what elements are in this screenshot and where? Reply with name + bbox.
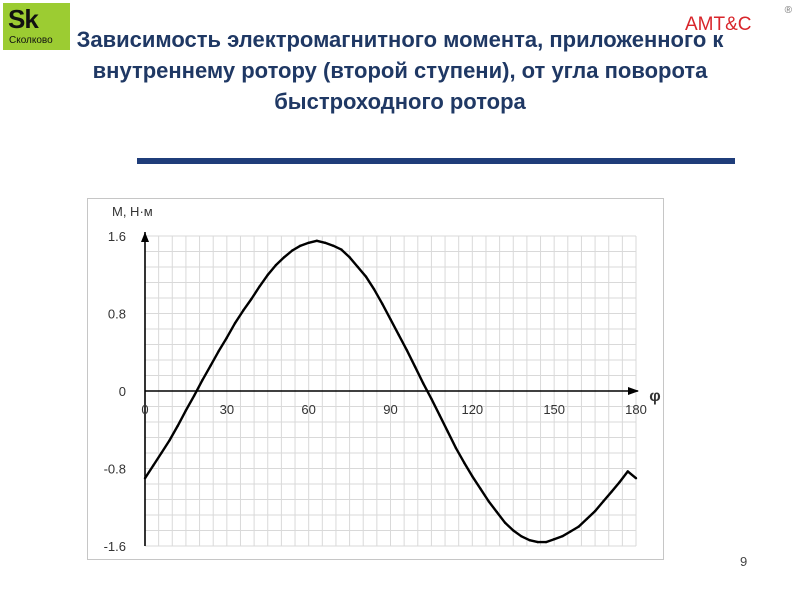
slide-title: Зависимость электромагнитного момента, приложенного к внутреннему ротору (второй ступени), от угла поворота быстроходного ротора bbox=[76, 27, 724, 114]
data-point bbox=[250, 298, 252, 300]
data-point bbox=[496, 511, 498, 513]
data-point bbox=[553, 538, 555, 540]
skolkovo-logo-mark: Sk bbox=[8, 4, 38, 34]
data-point bbox=[561, 535, 563, 537]
data-point bbox=[283, 256, 285, 258]
data-point bbox=[578, 525, 580, 527]
data-point bbox=[610, 491, 612, 493]
data-point bbox=[635, 477, 637, 479]
y-tick-label: -1.6 bbox=[103, 539, 126, 554]
data-point bbox=[275, 264, 277, 266]
data-point bbox=[267, 274, 269, 276]
data-point bbox=[234, 322, 236, 324]
x-tick-label: 0 bbox=[141, 402, 149, 417]
y-tick-label: 0.8 bbox=[107, 306, 126, 322]
data-point bbox=[177, 425, 179, 427]
line-chart bbox=[88, 199, 665, 561]
data-point bbox=[242, 309, 244, 311]
data-point bbox=[258, 285, 260, 287]
data-point bbox=[152, 464, 154, 466]
data-point bbox=[144, 477, 146, 479]
x-tick-label: 90 bbox=[383, 402, 398, 417]
data-point bbox=[348, 256, 350, 258]
title-divider bbox=[137, 158, 735, 164]
data-point bbox=[332, 245, 334, 247]
data-point bbox=[398, 334, 400, 336]
x-tick-label: 30 bbox=[219, 402, 235, 417]
data-point bbox=[594, 510, 596, 512]
data-point bbox=[479, 488, 481, 490]
chart-frame bbox=[87, 198, 664, 560]
y-tick-label: -0.8 bbox=[103, 461, 126, 477]
skolkovo-logo-word: Сколково bbox=[9, 35, 53, 46]
data-point bbox=[316, 240, 318, 242]
data-point bbox=[357, 266, 359, 268]
data-point bbox=[160, 452, 162, 454]
labels-layer bbox=[104, 204, 661, 554]
registered-mark: ® bbox=[784, 5, 792, 16]
data-point bbox=[528, 539, 530, 541]
data-point bbox=[217, 350, 219, 352]
data-point bbox=[226, 337, 228, 339]
data-point bbox=[504, 522, 506, 524]
y-axis-arrow bbox=[141, 232, 149, 242]
x-axis-title: φ bbox=[649, 388, 661, 405]
data-point bbox=[569, 530, 571, 532]
data-point bbox=[201, 379, 203, 381]
data-point bbox=[209, 365, 211, 367]
data-point bbox=[537, 541, 539, 543]
data-point bbox=[512, 529, 514, 531]
data-point bbox=[299, 245, 301, 247]
y-tick-label: 0 bbox=[118, 384, 126, 399]
data-point bbox=[471, 475, 473, 477]
amtc-logo-text: АМТ&С bbox=[685, 14, 752, 35]
data-point bbox=[308, 242, 310, 244]
data-point bbox=[381, 303, 383, 305]
data-point bbox=[463, 462, 465, 464]
data-point bbox=[586, 518, 588, 520]
data-point bbox=[447, 431, 449, 433]
data-point bbox=[627, 470, 629, 472]
data-point bbox=[430, 398, 432, 400]
x-tick-label: 120 bbox=[461, 402, 484, 417]
data-point bbox=[488, 500, 490, 502]
data-point bbox=[373, 288, 375, 290]
page-number: 9 bbox=[740, 554, 748, 569]
data-point bbox=[438, 414, 440, 416]
data-point bbox=[455, 447, 457, 449]
data-point bbox=[185, 409, 187, 411]
data-point bbox=[602, 500, 604, 502]
data-point bbox=[422, 382, 424, 384]
data-point bbox=[414, 366, 416, 368]
y-axis-title: M, Н·м bbox=[112, 204, 153, 219]
data-point bbox=[618, 481, 620, 483]
data-point bbox=[324, 242, 326, 244]
data-point bbox=[168, 439, 170, 441]
data-point bbox=[193, 395, 195, 397]
x-tick-label: 180 bbox=[625, 402, 647, 417]
x-tick-label: 60 bbox=[301, 402, 316, 417]
y-tick-label: 1.6 bbox=[107, 229, 126, 244]
data-point bbox=[520, 535, 522, 537]
data-point bbox=[389, 318, 391, 320]
data-point bbox=[291, 249, 293, 251]
data-point bbox=[340, 248, 342, 250]
data-point bbox=[545, 541, 547, 543]
x-tick-label: 150 bbox=[543, 402, 566, 417]
x-axis-arrow bbox=[628, 387, 639, 395]
data-point bbox=[406, 349, 408, 351]
data-point bbox=[365, 276, 367, 278]
